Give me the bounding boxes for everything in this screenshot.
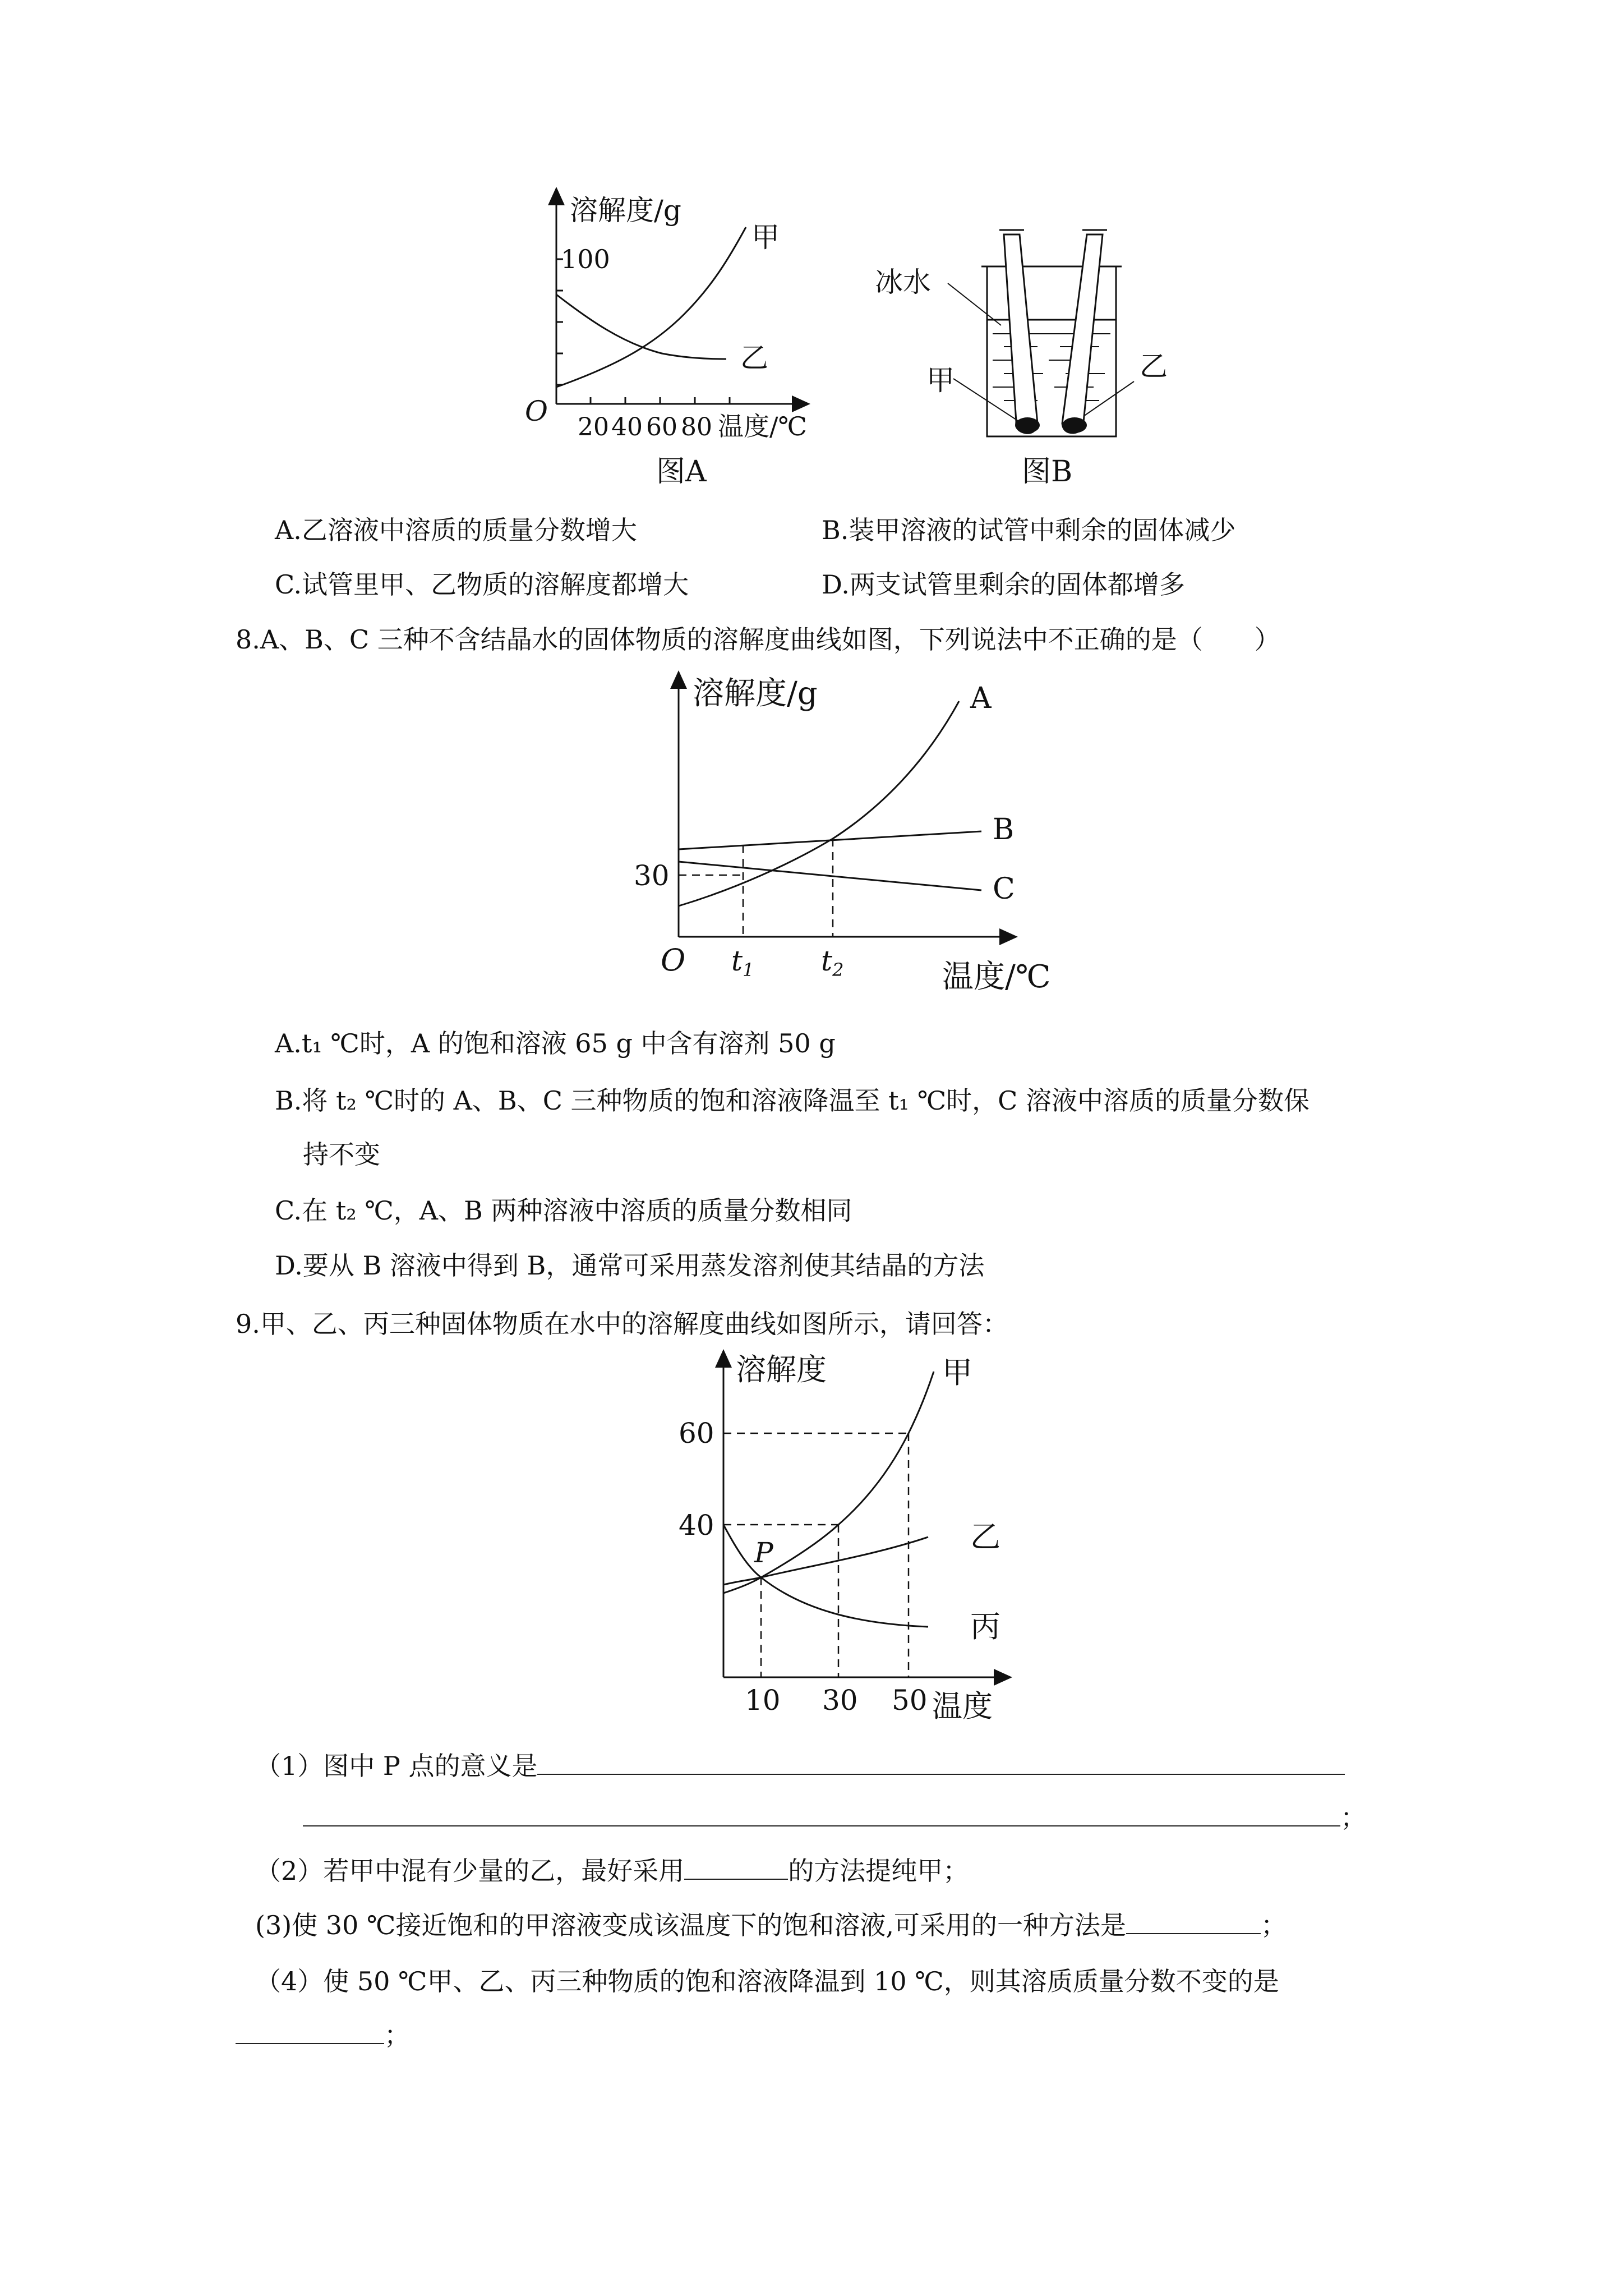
q8-curve-b <box>679 831 981 849</box>
q7-option-a: A.乙溶液中溶质的质量分数增大 <box>275 515 637 545</box>
q9-part2-label: （2）若甲中混有少量的乙，最好采用 <box>255 1856 685 1886</box>
q9-part3 <box>255 1908 1287 1942</box>
q8-xtick: $t_1$ <box>731 945 754 981</box>
q9-part1-label: （1）图中 P 点的意义是 <box>255 1751 538 1781</box>
q9-part4-answer-blank[interactable] <box>236 2018 384 2044</box>
figa-ytick: 100 <box>561 244 610 274</box>
q9-part1-answer-blank[interactable] <box>537 1749 1345 1775</box>
figa-xtick: 80 <box>681 413 712 441</box>
q9-series-label: 甲 <box>942 1355 972 1390</box>
q9-part1-cont <box>303 1801 1366 1834</box>
figa-curve-yi <box>556 295 726 359</box>
figa-origin: O <box>525 395 548 427</box>
q9-chart <box>667 1346 1049 1739</box>
q9-part1-answer-blank-2[interactable] <box>303 1801 1340 1826</box>
figa-ylabel: 溶解度/g <box>570 194 681 227</box>
figa-series-label: 乙 <box>740 342 768 374</box>
q9-xtick: 30 <box>822 1684 858 1717</box>
q9-xtick: 10 <box>745 1684 781 1717</box>
q9-xlabel: 温度 <box>932 1688 993 1724</box>
q9-part2-suffix: 的方法提纯甲； <box>788 1856 969 1886</box>
q7-option-d: D.两支试管里剩余的固体都增多 <box>822 569 1185 600</box>
figa-caption: 图A <box>656 455 707 488</box>
figa-xtick: 40 <box>611 413 643 441</box>
q8-chart <box>623 668 1082 1015</box>
q9-part1-end: ； <box>1340 1802 1366 1833</box>
q8-option-c: C.在 t₂ ℃，A、B 两种溶液中溶质的质量分数相同 <box>275 1195 852 1226</box>
q9-series-label: 乙 <box>970 1519 1000 1554</box>
q8-curve-c <box>679 862 981 890</box>
solid-left <box>1015 417 1040 433</box>
q8-option-b-line1: B.将 t₂ ℃时的 A、B、C 三种物质的饱和溶液降温至 t₁ ℃时，C 溶液中溶质的质量分数保 <box>275 1085 1310 1116</box>
figa-xtick: 60 <box>646 413 677 441</box>
q8-option-d: D.要从 B 溶液中得到 B，通常可采用蒸发溶剂使其结晶的方法 <box>275 1250 985 1281</box>
q9-stem: 9.甲、乙、丙三种固体物质在水中的溶解度曲线如图所示，请回答： <box>236 1309 1008 1339</box>
q9-xtick: 50 <box>892 1684 928 1717</box>
q7-option-c: C.试管里甲、乙物质的溶解度都增大 <box>275 569 689 600</box>
q8-xtick: $t_2$ <box>821 945 844 981</box>
q9-point-p: P <box>754 1536 773 1569</box>
figa-xtick: 20 <box>578 413 609 441</box>
figb-caption: 图B <box>1022 455 1073 489</box>
q9-ylabel: 溶解度 <box>736 1352 827 1387</box>
q9-part4-end: ； <box>384 2020 410 2050</box>
q9-series-label: 丙 <box>970 1609 1000 1644</box>
figa-xlabel: 温度/℃ <box>718 411 807 441</box>
q8-stem: 8.A、B、C 三种不含结晶水的固体物质的溶解度曲线如图，下列说法中不正确的是（ ） <box>236 624 1280 655</box>
q9-ytick: 40 <box>679 1509 714 1542</box>
q9-part1 <box>255 1749 1345 1783</box>
q9-part2 <box>255 1854 969 1888</box>
solid-right <box>1062 417 1087 433</box>
q8-series-label: A <box>970 682 992 715</box>
figa-series-label: 甲 <box>751 221 780 254</box>
figb-label-left: 甲 <box>926 364 955 397</box>
q9-part3-answer-blank[interactable] <box>1126 1908 1261 1934</box>
figure-a-chart <box>516 185 830 488</box>
q9-part4-cont <box>236 2018 410 2052</box>
q9-part4: （4）使 50 ℃甲、乙、丙三种物质的饱和溶液降温到 10 ℃，则其溶质质量分数不变的是 <box>255 1966 1279 1996</box>
q9-part2-answer-blank[interactable] <box>684 1854 788 1880</box>
q8-series-label: B <box>993 813 1015 846</box>
q8-origin: O <box>661 942 686 978</box>
q8-option-a: A.t₁ ℃时，A 的饱和溶液 65 g 中含有溶剂 50 g <box>275 1028 836 1059</box>
figb-label-right: 乙 <box>1140 350 1168 383</box>
q8-ylabel: 溶解度/g <box>693 675 818 712</box>
q9-part3-label: (3)使 30 ℃接近饱和的甲溶液变成该温度下的饱和溶液,可采用的一种方法是 <box>255 1910 1127 1940</box>
figb-label-water: 冰水 <box>875 266 931 298</box>
figure-b-beaker <box>875 213 1189 494</box>
q7-option-b: B.装甲溶液的试管中剩余的固体减少 <box>822 515 1236 545</box>
q9-part3-suffix: ； <box>1261 1910 1287 1940</box>
q9-ytick: 60 <box>679 1417 714 1450</box>
q8-ytick: 30 <box>634 859 670 892</box>
q8-option-b-line2: 持不变 <box>303 1139 380 1170</box>
q8-xlabel: 温度/℃ <box>942 959 1051 995</box>
q8-series-label: C <box>993 872 1015 906</box>
